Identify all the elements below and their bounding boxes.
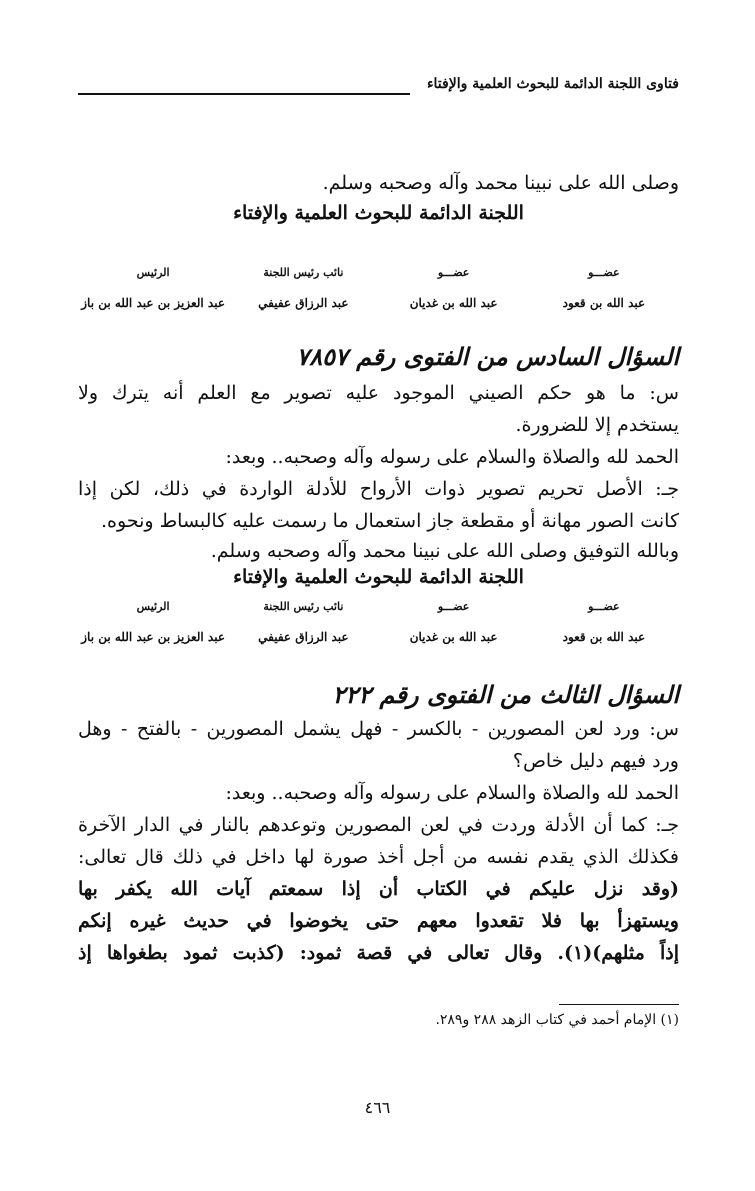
praise-line: الحمد لله والصلاة والسلام على رسوله وآله وصحبه.. وبعد: [225, 446, 679, 468]
header-rule [78, 93, 410, 95]
role-vice-chair: نائب رئيس اللجنة [263, 600, 344, 613]
signature-names [78, 296, 679, 310]
name-member-2: عبد الله بن غديان [409, 630, 498, 644]
answer-line: جـ: الأصل تحريم تصوير ذوات الأرواح للأدلة الواردة في ذلك، لكن إذا [78, 478, 679, 500]
praise-line: الحمد لله والصلاة والسلام على رسوله وآله وصحبه.. وبعد: [225, 782, 679, 804]
answer-line: جـ: كما أن الأدلة وردت في لعن المصورين وتوعدهم بالنار في الدار الآخرة [78, 814, 679, 836]
answer-line: فكذلك الذي يقدم نفسه من أجل أخذ صورة لها داخل في ذلك قال تعالى: [78, 846, 679, 868]
question-title: السؤال الثالث من الفتوى رقم ٢٢٢ [332, 680, 679, 709]
name-member-1: عبد الله بن قعود [562, 296, 646, 310]
committee-name: اللجنة الدائمة للبحوث العلمية والإفتاء [233, 566, 524, 588]
role-member-1: عضـــو [588, 266, 620, 279]
footnote-rule [559, 1004, 679, 1005]
closing-prayer: وبالله التوفيق وصلى الله على نبينا محمد وآله وصحبه وسلم. [210, 540, 679, 562]
quran-verse-line: إذاً مثلهم)(١). وقال تعالى في قصة ثمود: (كذبت ثمود بطغواها إذ [78, 942, 679, 964]
name-chair: عبد العزيز بن عبد الله بن باز [81, 630, 225, 644]
committee-name: اللجنة الدائمة للبحوث العلمية والإفتاء [233, 202, 524, 224]
question-line: يستخدم إلا للضرورة. [515, 414, 679, 436]
role-member-2: عضـــو [437, 600, 470, 613]
name-vice-chair: عبد الرزاق عفيفي [258, 630, 349, 644]
quran-verse-line: ويستهزأ بها فلا تقعدوا معهم حتى يخوضوا في حديث غيره إنكم [78, 910, 679, 932]
signature-roles [78, 600, 679, 613]
question-line: س: ورد لعن المصورين - بالكسر - فهل يشمل المصورين - بالفتح - وهل [78, 718, 679, 740]
question-title: السؤال السادس من الفتوى رقم ٧٨٥٧ [296, 342, 679, 371]
signature-names [78, 630, 679, 644]
page-number: ٤٦٦ [364, 1098, 391, 1117]
role-member-1: عضـــو [588, 600, 620, 613]
answer-line: كانت الصور مهانة أو مقطعة جاز استعمال ما رسمت عليه كالبساط ونحوه. [101, 510, 679, 532]
role-member-2: عضـــو [437, 266, 470, 279]
name-member-2: عبد الله بن غديان [409, 296, 498, 310]
name-member-1: عبد الله بن قعود [562, 630, 646, 644]
running-header: فتاوى اللجنة الدائمة للبحوث العلمية والإفتاء [426, 76, 679, 92]
role-vice-chair: نائب رئيس اللجنة [263, 266, 344, 279]
signature-roles [78, 266, 679, 279]
name-vice-chair: عبد الرزاق عفيفي [258, 296, 349, 310]
role-chair: الرئيس [136, 600, 170, 613]
question-line: س: ما هو حكم الصيني الموجود عليه تصوير مع العلم أنه يترك ولا [78, 382, 679, 404]
quran-verse-line: (وقد نزل عليكم في الكتاب أن إذا سمعتم آيات الله يكفر بها [78, 878, 679, 900]
role-chair: الرئيس [136, 266, 170, 279]
question-line: ورد فيهم دليل خاص؟ [512, 750, 679, 772]
closing-prayer: وصلى الله على نبينا محمد وآله وصحبه وسلم. [322, 172, 679, 194]
name-chair: عبد العزيز بن عبد الله بن باز [81, 296, 225, 310]
footnote: (١) الإمام أحمد في كتاب الزهد ٢٨٨ و٢٨٩. [435, 1012, 679, 1028]
